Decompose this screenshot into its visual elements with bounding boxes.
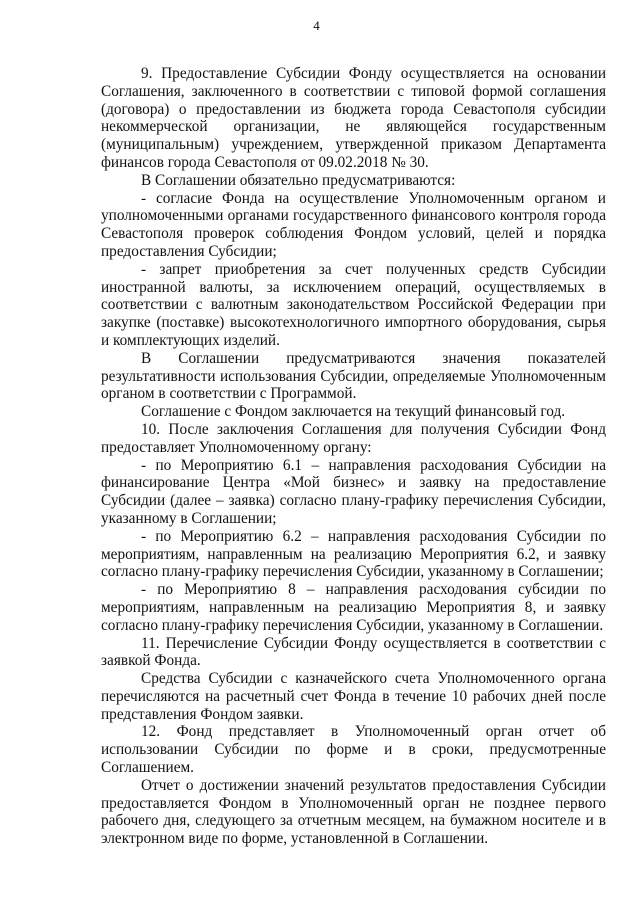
paragraph-agreement-provisions: В Соглашении обязательно предусматриваются:: [141, 171, 456, 189]
paragraph-item-12: 12. Фонд представляет в Уполномоченный орган отчет об использовании Субсидии по форме и в сроки, предусмотренные Соглашением.: [101, 723, 606, 777]
paragraph-results-report: Отчет о достижении значений результатов предоставления Субсидии предоставляется Фондом в Уполномоченный орган не позднее первого рабочего дня, следующего за отчетным месяцем, на бумажном носителе и в электронном виде по форме, установленной в Соглашении.: [101, 776, 606, 848]
paragraph-performance-indicators: В Соглашении предусматриваются значения показателей результативности использования Субсидии, определяемые Уполномоченным органом в соответствии с Программой.: [101, 349, 606, 403]
paragraph-measure-6-1: - по Мероприятию 6.1 – направления расходования Субсидии на финансирование Центра «Мой бизнес» и заявку на предоставление Субсидии (далее – заявка) согласно плану-графику перечисления Субсидии, указанному в Соглашении;: [101, 456, 606, 527]
paragraph-measure-8: - по Мероприятию 8 – направления расходования субсидии по мероприятиям, направленным на реализацию Мероприятия 8, и заявку согласно плану-графику перечисления Субсидии, указанному в Соглашении.: [101, 581, 606, 634]
paragraph-transfer-terms: Средства Субсидии с казначейского счета Уполномоченного органа перечисляются на расчетный счет Фонда в течение 10 рабочих дней после представления Фондом заявки.: [101, 670, 606, 723]
paragraph-currency-ban: - запрет приобретения за счет полученных средств Субсидии иностранной валюты, за исключением операций, осуществляемых в соответствии с валютным законодательством Российской Федерации при закупке (поставке) высокотехнологичного импортного оборудования, сырья и комплектующих изделий.: [101, 260, 606, 349]
paragraph-item-11: 11. Перечисление Субсидии Фонду осуществляется в соответствии с заявкой Фонда.: [101, 634, 606, 670]
document-body: [101, 65, 606, 848]
paragraph-item-10: 10. После заключения Соглашения для получения Субсидии Фонд предоставляет Уполномоченному органу:: [101, 420, 606, 456]
paragraph-agreement-term: Соглашение с Фондом заключается на текущий финансовый год.: [141, 403, 566, 421]
paragraph-measure-6-2: - по Мероприятию 6.2 – направления расходования Субсидии по мероприятиям, направленным на реализацию Мероприятия 6.2, и заявку согласно плану-графику перечисления Субсидии, указанному в Соглашении;: [101, 527, 606, 581]
page-number: 4: [313, 18, 320, 33]
paragraph-item-9: 9. Предоставление Субсидии Фонду осуществляется на основании Соглашения, заключенного в соответствии с типовой формой соглашения (договора) о предоставлении из бюджета города Севастополя субсидии некоммерческой организации, не являющейся государственным (муниципальным) учреждением, утвержденной приказом Департамента финансов города Севастополя от 09.02.2018 № 30.: [101, 65, 606, 171]
paragraph-consent-inspections: - согласие Фонда на осуществление Уполномоченным органом и уполномоченными органами государственного финансового контроля города Севастополя проверок соблюдения Фондом условий, целей и порядка предоставления Субсидии;: [101, 189, 606, 260]
